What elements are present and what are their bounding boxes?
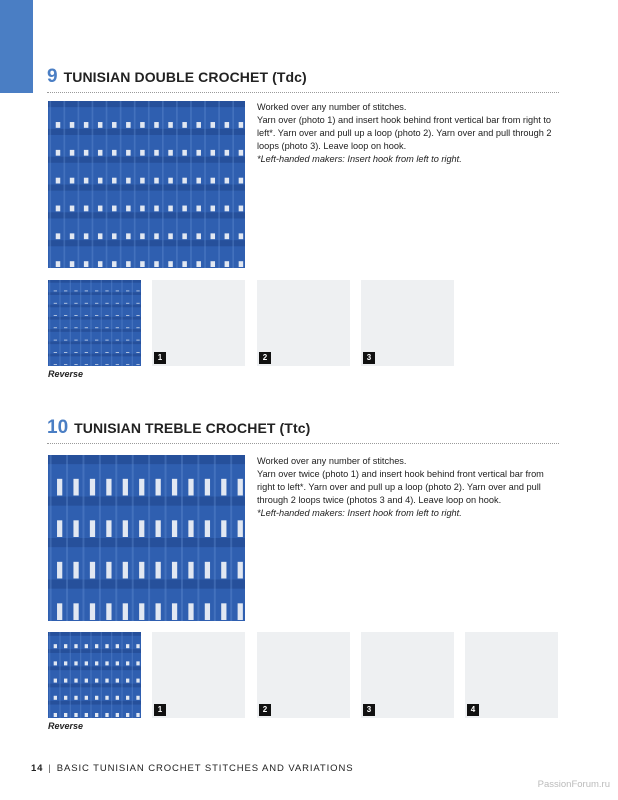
step-number-badge: 3 — [363, 704, 375, 716]
instructions-text: Yarn over twice (photo 1) and insert hook behind front vertical bar from right to left*. Yarn over and pull up a loop (photo 2). Yarn over and pull through 2 loops twice (photos 3 and 4). Leave loop on hook. — [257, 469, 544, 505]
section-9-header — [47, 66, 559, 93]
section-number: 10 — [47, 417, 69, 438]
step-number-badge: 3 — [363, 352, 375, 364]
instructions-text: Yarn over (photo 1) and insert hook behind front vertical bar from right to left*. Yarn over and pull up a loop (photo 2). Yarn over and pull through 2 loops (photo 3). Leave loop on hook. — [257, 115, 552, 151]
intro-text: Worked over any number of stitches. — [257, 456, 407, 466]
reverse-caption: Reverse — [48, 369, 84, 379]
intro-text: Worked over any number of stitches. — [257, 102, 407, 112]
step-photo-1 — [152, 632, 245, 718]
footer-separator: | — [48, 763, 52, 774]
left-handed-note: *Left-handed makers: Insert hook from left to right. — [257, 508, 462, 518]
section-10-description — [257, 455, 557, 520]
step-number-badge: 1 — [154, 352, 166, 364]
step-number-badge: 2 — [259, 352, 271, 364]
page-footer — [31, 763, 353, 774]
tdc-reverse-swatch-photo — [48, 280, 141, 366]
step-photo-3 — [361, 280, 454, 366]
chapter-title: BASIC TUNISIAN CROCHET STITCHES AND VARIATIONS — [56, 763, 354, 774]
ttc-swatch-photo — [48, 455, 245, 621]
reverse-caption: Reverse — [48, 721, 84, 731]
knit-texture-image — [48, 280, 141, 366]
page-number: 14 — [31, 763, 44, 774]
ttc-reverse-swatch-photo — [48, 632, 141, 718]
section-10-header — [47, 417, 559, 444]
step-photo-2 — [257, 280, 350, 366]
section-9-description — [257, 101, 557, 166]
step-number-badge: 1 — [154, 704, 166, 716]
tdc-swatch-photo — [48, 101, 245, 268]
step-photo-3 — [361, 632, 454, 718]
step-photo-2 — [257, 632, 350, 718]
knit-texture-image — [48, 101, 245, 268]
chapter-side-tab — [0, 0, 33, 93]
section-number: 9 — [47, 66, 58, 87]
section-title: TUNISIAN TREBLE CROCHET (Ttc) — [74, 420, 311, 436]
knit-texture-image — [48, 455, 245, 621]
step-photo-4 — [465, 632, 558, 718]
section-title: TUNISIAN DOUBLE CROCHET (Tdc) — [63, 69, 307, 85]
knit-texture-image — [48, 632, 141, 718]
step-photo-1 — [152, 280, 245, 366]
step-number-badge: 4 — [467, 704, 479, 716]
left-handed-note: *Left-handed makers: Insert hook from left to right. — [257, 154, 462, 164]
site-watermark: PassionForum.ru — [537, 779, 610, 790]
step-number-badge: 2 — [259, 704, 271, 716]
